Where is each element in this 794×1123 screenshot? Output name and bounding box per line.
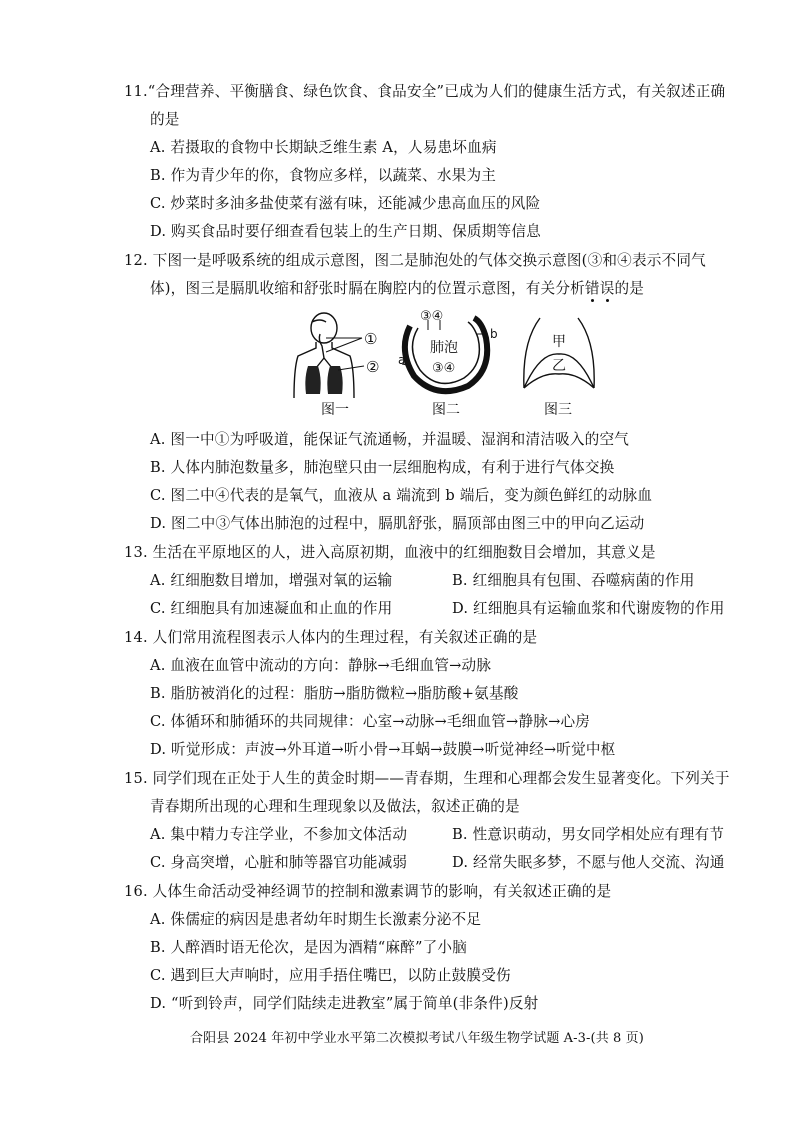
left-lung [305, 366, 320, 394]
q16-option-d: D. “听到铃声，同学们陆续走进教室”属于简单(非条件)反射 [150, 995, 539, 1012]
page-footer: 合阳县 2024 年初中学业水平第二次模拟考试八年级生物学试题 A-3-(共 8 页) [190, 1031, 644, 1046]
q11-stem-line1: 11.“合理营养、平衡膳食、绿色饮食、食品安全”已成为人们的健康生活方式，有关叙述正确 [124, 83, 726, 100]
q14-option-b: B. 脂肪被消化的过程：脂肪→脂肪微粒→脂肪酸+氨基酸 [150, 685, 519, 702]
q13-stem: 13. 生活在平原地区的人，进入高原初期，血液中的红细胞数目会增加，其意义是 [124, 544, 656, 561]
q15-option-d: D. 经常失眠多梦，不愿与他人交流、沟通 [452, 854, 725, 871]
q15-option-a: A. 集中精力专注学业，不参加文体活动 [150, 826, 408, 843]
q16-option-c: C. 遇到巨大声响时，应用手捂住嘴巴，以防止鼓膜受伤 [150, 967, 511, 984]
fig2-top-labels: ③④ [420, 309, 444, 324]
q14-option-c: C. 体循环和肺循环的共同规律：心室→动脉→毛细血管→静脉→心房 [150, 713, 591, 730]
fig1-caption: 图一 [321, 402, 349, 418]
q12-stem-line2-text: 体)，图三是膈肌收缩和舒张时膈在胸腔内的位置示意图，有关分析 [150, 280, 585, 297]
q15-stem-line2: 青春期所出现的心理和生理现象以及做法，叙述正确的是 [150, 798, 520, 815]
right-lung [327, 366, 342, 394]
figure-diaphragm [520, 312, 598, 398]
chest-wall-left [524, 318, 540, 388]
fig2-caption: 图二 [432, 402, 460, 418]
q11-option-d: D. 购买食品时要仔细查看包装上的生产日期、保质期等信息 [150, 223, 541, 240]
q15-option-b: B. 性意识萌动，男女同学相处应有理有节 [452, 826, 725, 843]
q16-option-a: A. 侏儒症的病因是患者幼年时期生长激素分泌不足 [150, 911, 482, 928]
q12-stem-line2 [150, 279, 644, 299]
q13-option-a: A. 红细胞数目增加，增强对氧的运输 [150, 572, 393, 589]
q16-stem: 16. 人体生命活动受神经调节的控制和激素调节的影响，有关叙述正确的是 [124, 883, 612, 900]
fig1-mark-1: ① [364, 330, 378, 348]
q14-option-a: A. 血液在血管中流动的方向：静脉→毛细血管→动脉 [150, 657, 492, 674]
fig2-bottom-labels: ③④ [432, 361, 456, 376]
q12-option-d: D. 图二中③气体出肺泡的过程中，膈肌舒张，膈顶部由图三中的甲向乙运动 [150, 515, 645, 532]
q11-option-b: B. 作为青少年的你，食物应多样，以蔬菜、水果为主 [150, 167, 497, 184]
fig3-label-lower: 乙 [552, 358, 566, 374]
q12-stem-line2-end: 的是 [614, 280, 645, 297]
q15-stem-line1: 15. 同学们现在正处于人生的黄金时期——青春期，生理和心理都会发生显著变化。下列关于 [124, 770, 730, 787]
fig2-center-label: 肺泡 [430, 340, 458, 356]
q13-option-d: D. 红细胞具有运输血浆和代谢废物的作用 [452, 600, 725, 617]
q14-stem: 14. 人们常用流程图表示人体内的生理过程，有关叙述正确的是 [124, 629, 538, 646]
q14-option-d: D. 听觉形成：声波→外耳道→听小骨→耳蜗→鼓膜→听觉神经→听觉中枢 [150, 741, 616, 758]
q11-option-a: A. 若摄取的食物中长期缺乏维生素 A，人易患坏血病 [150, 139, 497, 156]
diaphragm-lower [524, 374, 594, 388]
q12-option-a: A. 图一中①为呼吸道，能保证气流通畅，并温暖、湿润和清洁吸入的空气 [150, 431, 630, 448]
emphasis-char-2: 误 [599, 280, 615, 297]
fig1-mark-2: ② [366, 358, 380, 376]
chest-wall-right [578, 318, 594, 388]
fig3-label-upper: 甲 [552, 334, 566, 350]
q11-option-c: C. 炒菜时多油多盐使菜有滋有味，还能减少患高血压的风险 [150, 195, 541, 212]
q11-stem-line2: 的是 [150, 111, 180, 128]
q13-option-b: B. 红细胞具有包围、吞噬病菌的作用 [452, 572, 695, 589]
q12-stem-line1: 12. 下图一是呼吸系统的组成示意图，图二是肺泡处的气体交换示意图(③和④表示不同气 [124, 252, 706, 269]
q13-option-c: C. 红细胞具有加速凝血和止血的作用 [150, 600, 393, 617]
fig3-caption: 图三 [544, 402, 572, 418]
fig2-end-a: a [398, 353, 406, 367]
figure-alveolus-exchange [398, 308, 502, 400]
figure-respiratory-system [290, 308, 390, 400]
airway [319, 334, 324, 358]
fig2-end-b: b [490, 327, 498, 341]
q12-option-c: C. 图二中④代表的是氧气，血液从 a 端流到 b 端后，变为颜色鲜红的动脉血 [150, 487, 653, 504]
q16-option-b: B. 人醉酒时语无伦次，是因为酒精“麻醉”了小脑 [150, 939, 468, 956]
emphasis-char-1: 错 [584, 280, 600, 297]
q15-option-c: C. 身高突增，心脏和肺等器官功能减弱 [150, 854, 408, 871]
q12-option-b: B. 人体内肺泡数量多，肺泡壁只由一层细胞构成，有利于进行气体交换 [150, 459, 615, 476]
